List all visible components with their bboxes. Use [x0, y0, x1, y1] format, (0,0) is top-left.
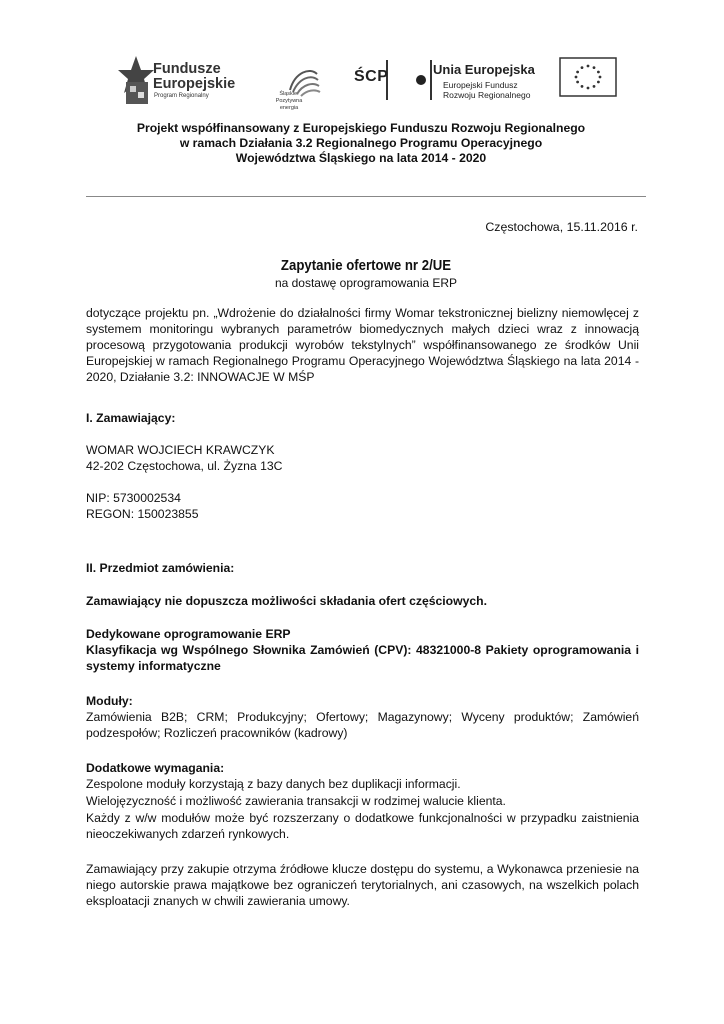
dedicated-software: Dedykowane oprogramowanie ERP: [86, 627, 291, 641]
no-partial-offers: Zamawiający nie dopuszcza możliwości składania ofert częściowych.: [86, 594, 487, 608]
ue-line2: Rozwoju Regionalnego: [443, 90, 531, 100]
scp-logo-text: ŚCP: [354, 68, 389, 85]
fe-line2: Europejskie: [153, 76, 236, 92]
document-title: Zapytanie ofertowe nr 2/UE: [280, 257, 452, 274]
slaskie-logo-text: [267, 91, 311, 112]
document-date: Częstochowa, 15.11.2016 r.: [485, 220, 638, 234]
ue-line1: Europejski Fundusz: [443, 80, 518, 90]
slaskie-line2: Pozytywna energia: [275, 98, 303, 111]
header-divider: [86, 196, 646, 197]
closing-paragraph: Zamawiający przy zakupie otrzyma źródłowe klucze dostępu do systemu, a Wykonawca przeniesie na niego autorskie prawa majątkowe bez ograniczeń terytorialnych, ani czasowych, na wszelkich polach eksploatacji znanych w chwili zawierania umowy.: [86, 862, 639, 908]
slaskie-line1: Śląskie.: [279, 91, 299, 97]
header-line3: Województwa Śląskiego na lata 2014 - 2020: [235, 151, 487, 165]
document-subtitle: na dostawę oprogramowania ERP: [274, 276, 458, 290]
extra-requirement-2: Wielojęzyczność i możliwość zawierania transakcji w rodzimej walucie klienta.: [86, 794, 506, 808]
section1-heading: I. Zamawiający:: [86, 411, 176, 425]
extra-requirements-heading: Dodatkowe wymagania:: [86, 761, 225, 775]
project-header: [96, 121, 626, 166]
contractor-name: WOMAR WOJCIECH KRAWCZYK: [86, 443, 275, 457]
section2-heading: II. Przedmiot zamówienia:: [86, 561, 235, 575]
ue-logo-subtitle: [443, 80, 530, 100]
cpv-classification: Klasyfikacja wg Wspólnego Słownika Zamówień (CPV): 48321000-8 Pakiety oprogramowania i systemy informatyczne: [86, 643, 639, 673]
fe-line1: Fundusze: [153, 61, 221, 77]
contractor-address: 42-202 Częstochowa, ul. Żyzna 13C: [86, 459, 283, 473]
modules-heading: Moduły:: [86, 694, 133, 708]
header-line1: Projekt współfinansowany z Europejskiego Funduszu Rozwoju Regionalnego: [136, 121, 586, 135]
fundusze-logo-text: [153, 62, 235, 92]
extra-requirement-1: Zespolone moduły korzystają z bazy danych bez duplikacji informacji.: [86, 777, 461, 791]
ue-logo-title: Unia Europejska: [433, 62, 535, 77]
contractor-nip: NIP: 5730002534: [86, 491, 181, 505]
modules-text: Zamówienia B2B; CRM; Produkcyjny; Ofertowy; Magazynowy; Wyceny produktów; Zamówień podzespołów; Rozliczeń pracowników (kadrowy): [86, 710, 639, 740]
eu-flag-icon: [560, 58, 616, 96]
header-line2: w ramach Działania 3.2 Regionalnego Programu Operacyjnego: [179, 136, 543, 150]
scp-logo-icon: [386, 60, 432, 100]
fe-subtitle: Program Regionalny: [154, 93, 209, 99]
intro-paragraph: dotyczące projektu pn. „Wdrożenie do działalności firmy Womar tekstronicznej bielizny niemowlęcej z systemem monitoringu wybranych parametrów biomedycznych małych dzieci wraz z innowacją procesową przygotowania produkcji wyrobów tekstylnych” współfinansowanego ze środków Unii Europejskiej w ramach Regionalnego Programu Operacyjnego Województwa Śląskiego na lata 2014 - 2020, Działanie 3.2: INNOWACJE W MŚP: [86, 306, 639, 384]
extra-requirement-3: Każdy z w/w modułów może być rozszerzany o dodatkowe funkcjonalności w przypadku zaistnienia nieoczekiwanych zdarzeń rynkowych.: [86, 811, 639, 841]
contractor-regon: REGON: 150023855: [86, 507, 199, 521]
